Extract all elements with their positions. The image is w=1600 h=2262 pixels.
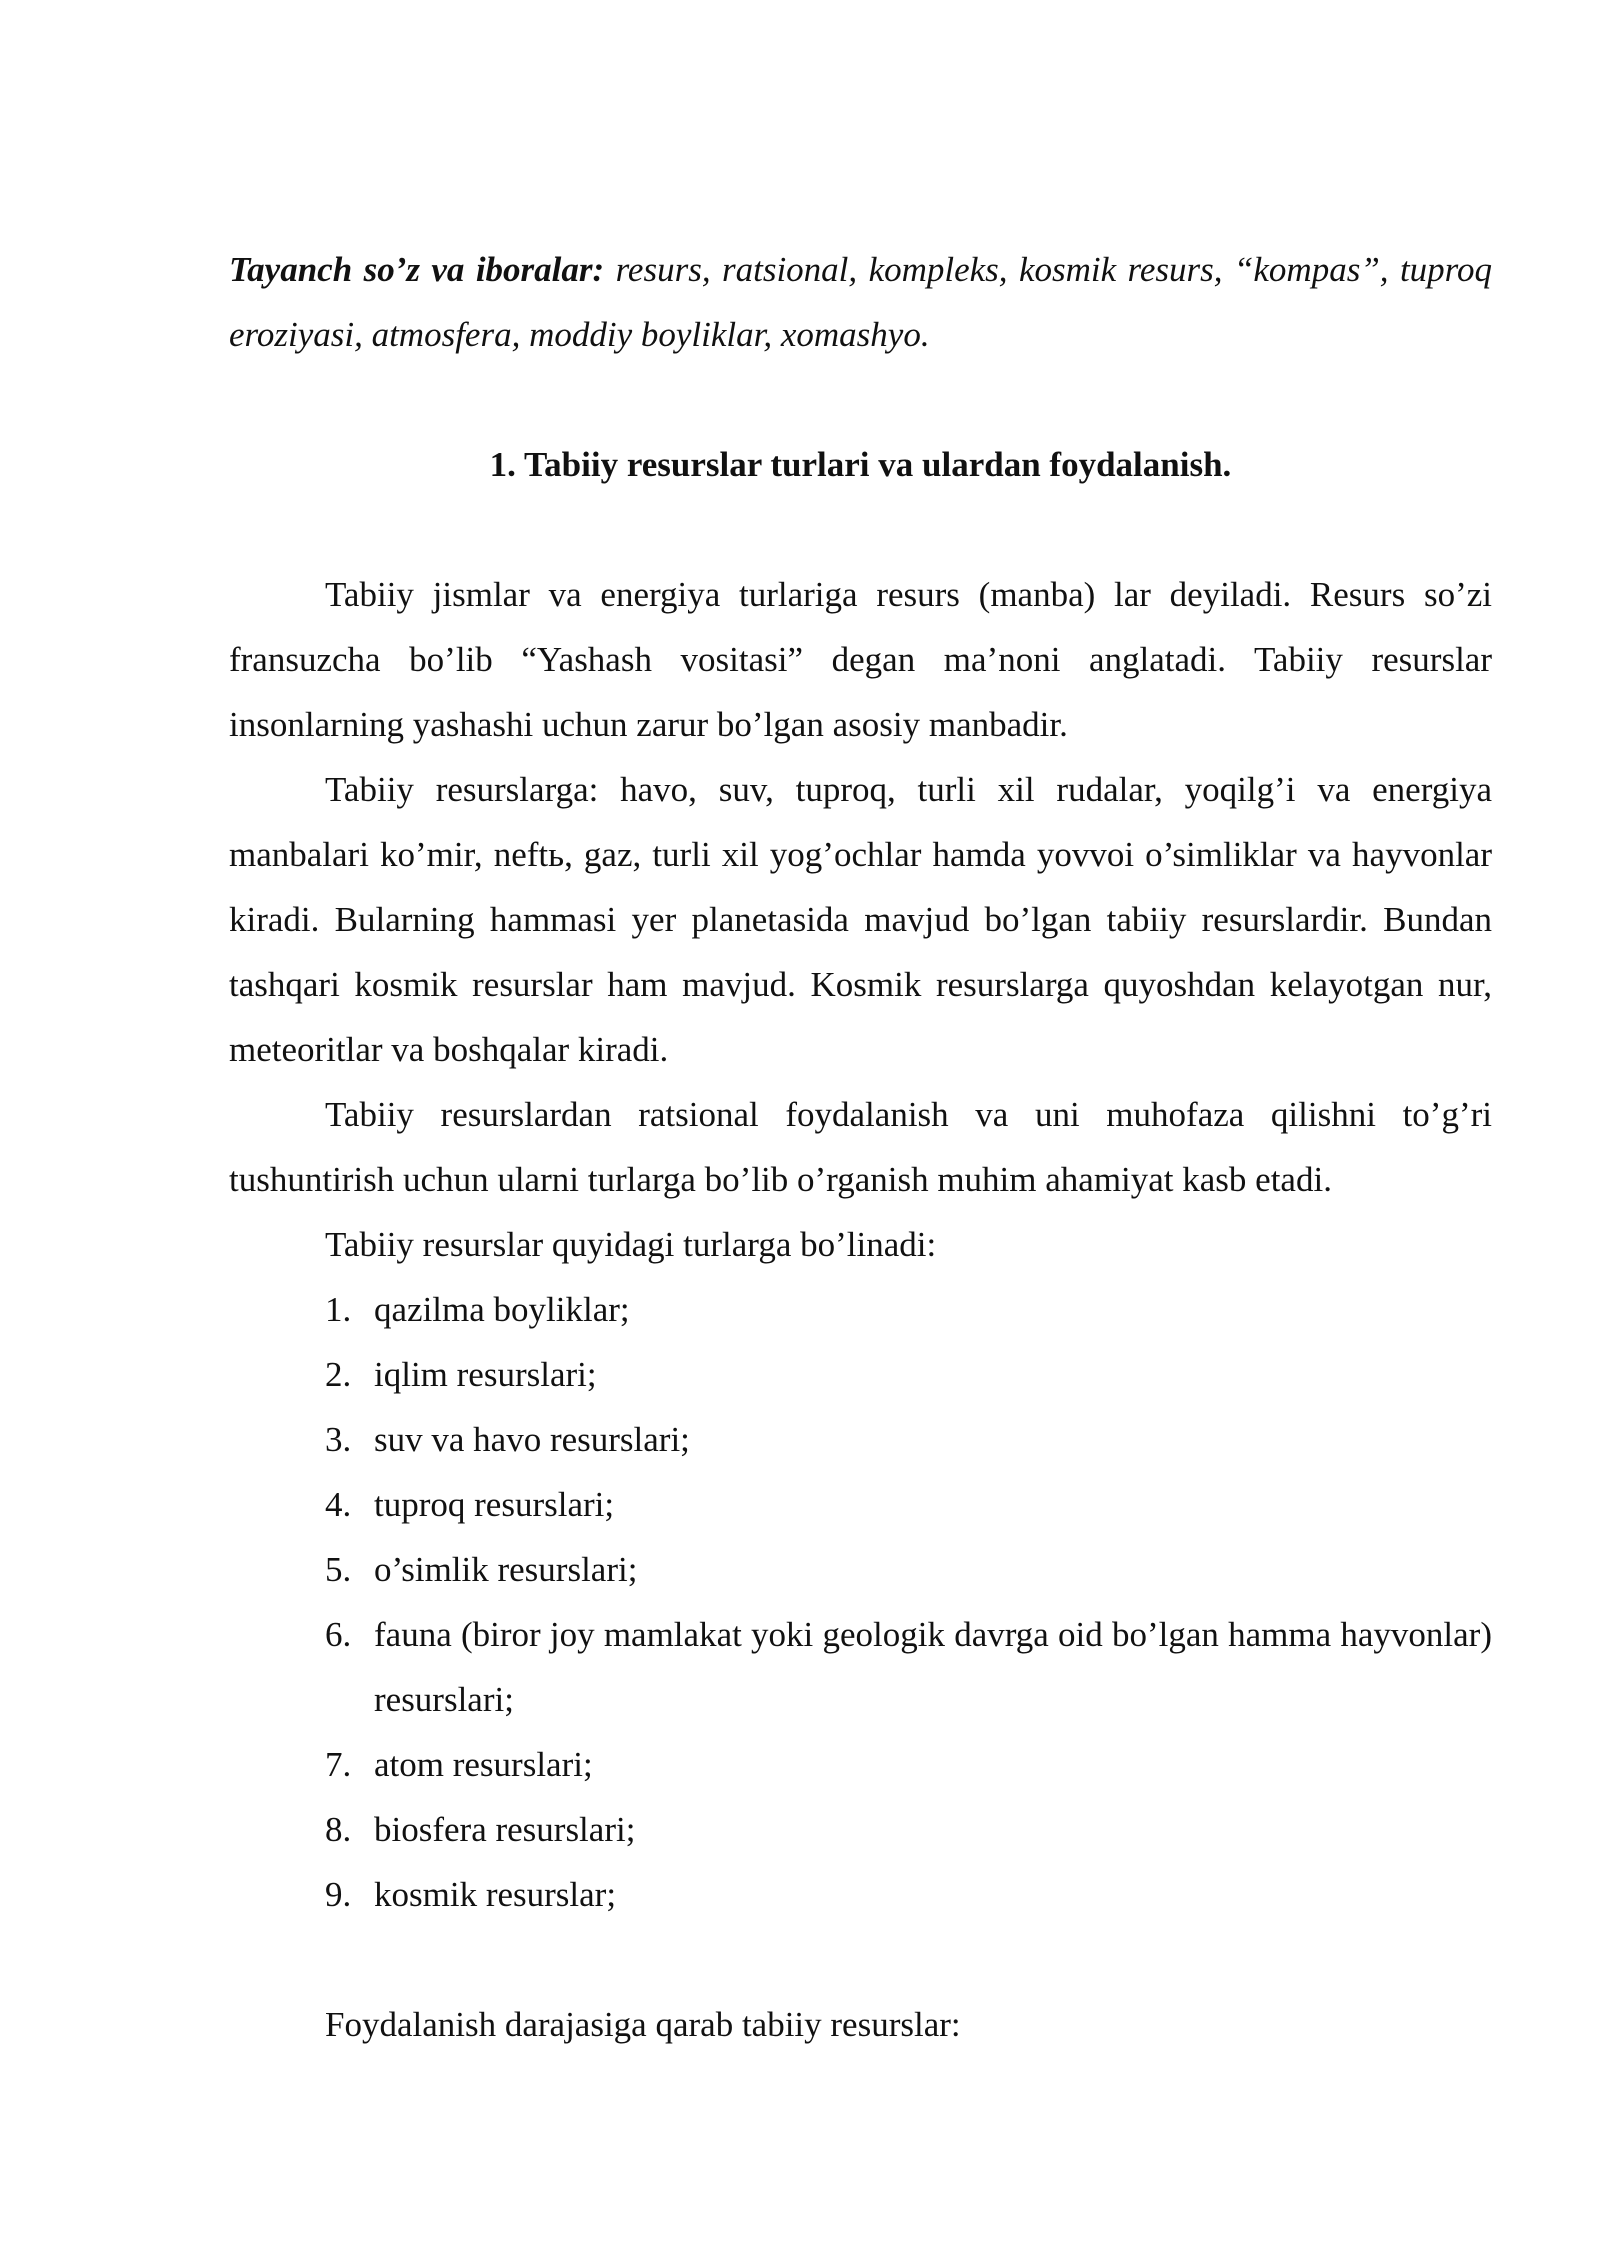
list-item-number: 7. xyxy=(325,1745,352,1784)
section-title: 1. Tabiiy resurslar turlari va ulardan foydalanish. xyxy=(489,445,1232,484)
resource-types-list xyxy=(229,1277,1492,1927)
blank-line xyxy=(229,1927,1492,1992)
paragraph-rational-use: Tabiiy resurslardan ratsional foydalanish va uni muhofaza qilishni to’g’ri tushuntirish uchun ularni turlarga bo’lib o’rganish muhim ahamiyat kasb etadi. xyxy=(229,1095,1492,1199)
paragraph-resource-definition: Tabiiy jismlar va energiya turlariga resurs (manba) lar deyiladi. Resurs so’zi fransuzcha bo’lib “Yashash vositasi” degan ma’noni anglatadi. Tabiiy resurslar insonlarning yashashi uchun zarur bo’lgan asosiy manbadir. xyxy=(229,575,1492,744)
list-item-text: tuproq resurslari; xyxy=(374,1485,615,1524)
list-item xyxy=(229,1472,1492,1537)
keywords-text: resurs, ratsional, kompleks, kosmik resurs, “kompas”, tuproq eroziyasi, atmosfera, moddiy boyliklar, xomashyo. xyxy=(229,250,1492,354)
list-item xyxy=(229,1407,1492,1472)
list-item-number: 2. xyxy=(325,1355,352,1394)
paragraph-resource-examples: Tabiiy resurslarga: havo, suv, tuproq, turli xil rudalar, yoqilg’i va energiya manbalari ko’mir, neftь, gaz, turli xil yog’ochlar hamda yovvoi o’simliklar va hayvonlar kiradi. Bularning hammasi yer planetasida mavjud bo’lgan tabiiy resurslardir. Bundan tashqari kosmik resurslar ham mavjud. Kosmik resurslarga quyoshdan kelayotgan nur, meteoritlar va boshqalar kiradi. xyxy=(229,770,1492,1069)
list-item xyxy=(229,1537,1492,1602)
list-item-text: qazilma boyliklar; xyxy=(374,1290,630,1329)
list-item xyxy=(229,1342,1492,1407)
paragraph-list-intro: Tabiiy resurslar quyidagi turlarga bo’linadi: xyxy=(325,1225,937,1264)
section-body xyxy=(229,562,1492,2057)
list-item xyxy=(229,1602,1492,1732)
closing-paragraph: Foydalanish darajasiga qarab tabiiy resurslar: xyxy=(325,2005,961,2044)
keywords-paragraph xyxy=(229,237,1492,367)
page-content xyxy=(229,237,1492,2057)
list-item-number: 8. xyxy=(325,1810,352,1849)
list-item xyxy=(229,1277,1492,1342)
list-item-number: 6. xyxy=(325,1615,352,1654)
keywords-label: Tayanch so’z va iboralar: xyxy=(229,250,605,289)
list-item-number: 9. xyxy=(325,1875,352,1914)
list-item-number: 1. xyxy=(325,1290,352,1329)
list-item-text: fauna (biror joy mamlakat yoki geologik davrga oid bo’lgan hamma hayvonlar) resurslari; xyxy=(374,1615,1492,1719)
list-item xyxy=(229,1862,1492,1927)
list-item-number: 3. xyxy=(325,1420,352,1459)
list-item-number: 4. xyxy=(325,1485,352,1524)
list-item xyxy=(229,1732,1492,1797)
list-item-text: biosfera resurslari; xyxy=(374,1810,636,1849)
list-item-text: o’simlik resurslari; xyxy=(374,1550,638,1589)
list-item-number: 5. xyxy=(325,1550,352,1589)
list-item xyxy=(229,1797,1492,1862)
list-item-text: kosmik resurslar; xyxy=(374,1875,617,1914)
list-item-text: atom resurslari; xyxy=(374,1745,593,1784)
list-item-text: suv va havo resurslari; xyxy=(374,1420,690,1459)
list-item-text: iqlim resurslari; xyxy=(374,1355,597,1394)
